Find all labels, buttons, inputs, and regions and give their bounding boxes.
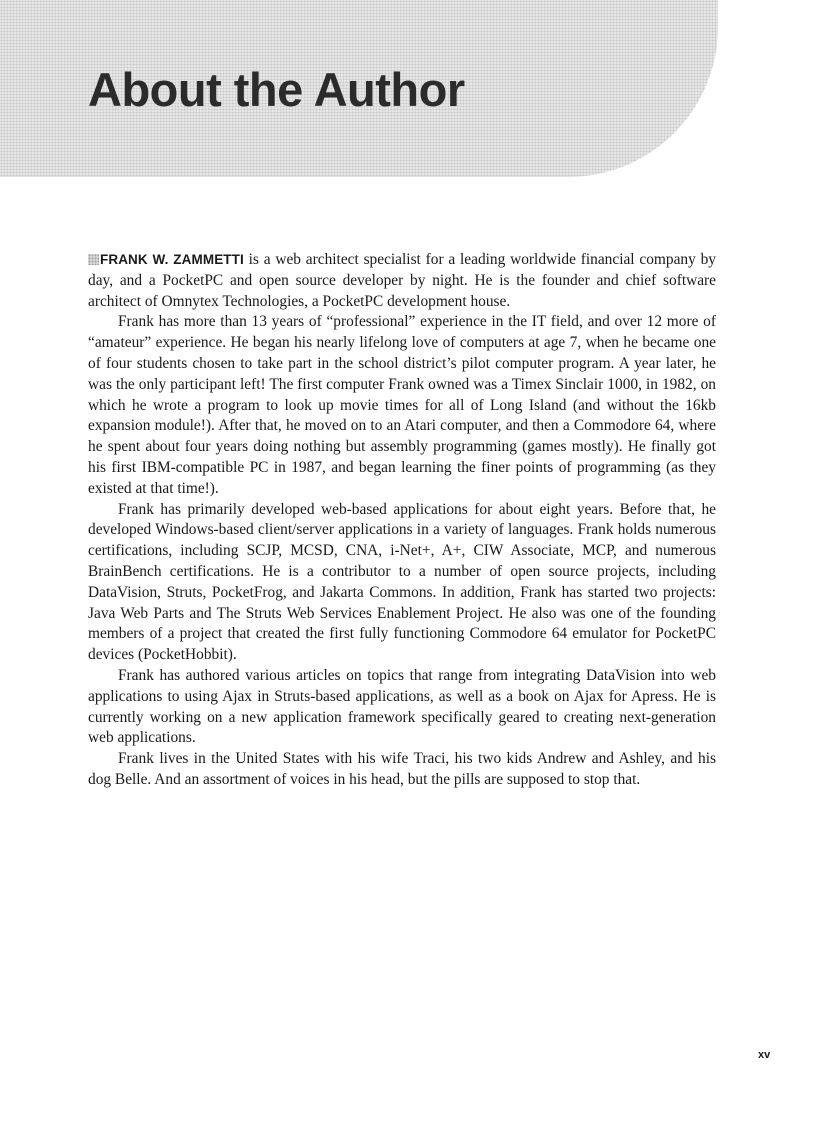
bio-paragraph: Frank has more than 13 years of “professional” experience in the IT field, and over 12 more of “amateur” experience. He began his nearly lifelong love of computers at age 7, when he became one of four students chosen to take part in the school district’s pilot computer program. A year later, he was the only participant left! The first computer Frank owned was a Timex Sinclair 1000, in 1982, on which he wrote a program to look up movie times for all of Long Island (and without the 16kb expansion module!). After that, he moved on to an Atari computer, and then a Commodore 64, where he spent about four years doing nothing but assembly programming (games mostly). He finally got his first IBM-compatible PC in 1987, and began learning the finer points of programming (as they existed at that time!). (88, 313, 716, 497)
page-number: xv (758, 1049, 771, 1061)
chapter-title: About the Author (88, 63, 465, 116)
section-marker-icon (88, 254, 99, 265)
author-bio (88, 250, 716, 791)
bio-paragraph: Frank has authored various articles on topics that range from integrating DataVision into web applications to using Ajax in Struts-based applications, as well as a book on Ajax for Apress. He is currently working on a new application framework specifically geared to creating next-generation web applications. (88, 666, 716, 747)
bio-paragraph-intro (88, 250, 716, 312)
author-name: FRANK W. ZAMMETTI (100, 252, 244, 267)
header-band (0, 0, 718, 177)
bio-intro-text: is a web architect specialist for a leading worldwide financial company by day, and a PocketPC and open source developer by night. He is the founder and chief software architect of Omnytex Technologies, a PocketPC development house. (88, 251, 716, 310)
bio-paragraph: Frank has primarily developed web-based applications for about eight years. Before that, he developed Windows-based client/server applications in a variety of languages. Frank holds numerous certifications, including SCJP, MCSD, CNA, i-Net+, A+, CIW Associate, MCP, and numerous BrainBench certifications. He is a contributor to a number of open source projects, including DataVision, Struts, PocketFrog, and Jakarta Commons. In addition, Frank has started two projects: Java Web Parts and The Struts Web Services Enablement Project. He also was one of the founding members of a project that created the first fully functioning Commodore 64 emulator for PocketPC devices (PocketHobbit). (88, 500, 716, 664)
bio-paragraph: Frank lives in the United States with his wife Traci, his two kids Andrew and Ashley, and his dog Belle. And an assortment of voices in his head, but the pills are supposed to stop that. (88, 750, 716, 788)
